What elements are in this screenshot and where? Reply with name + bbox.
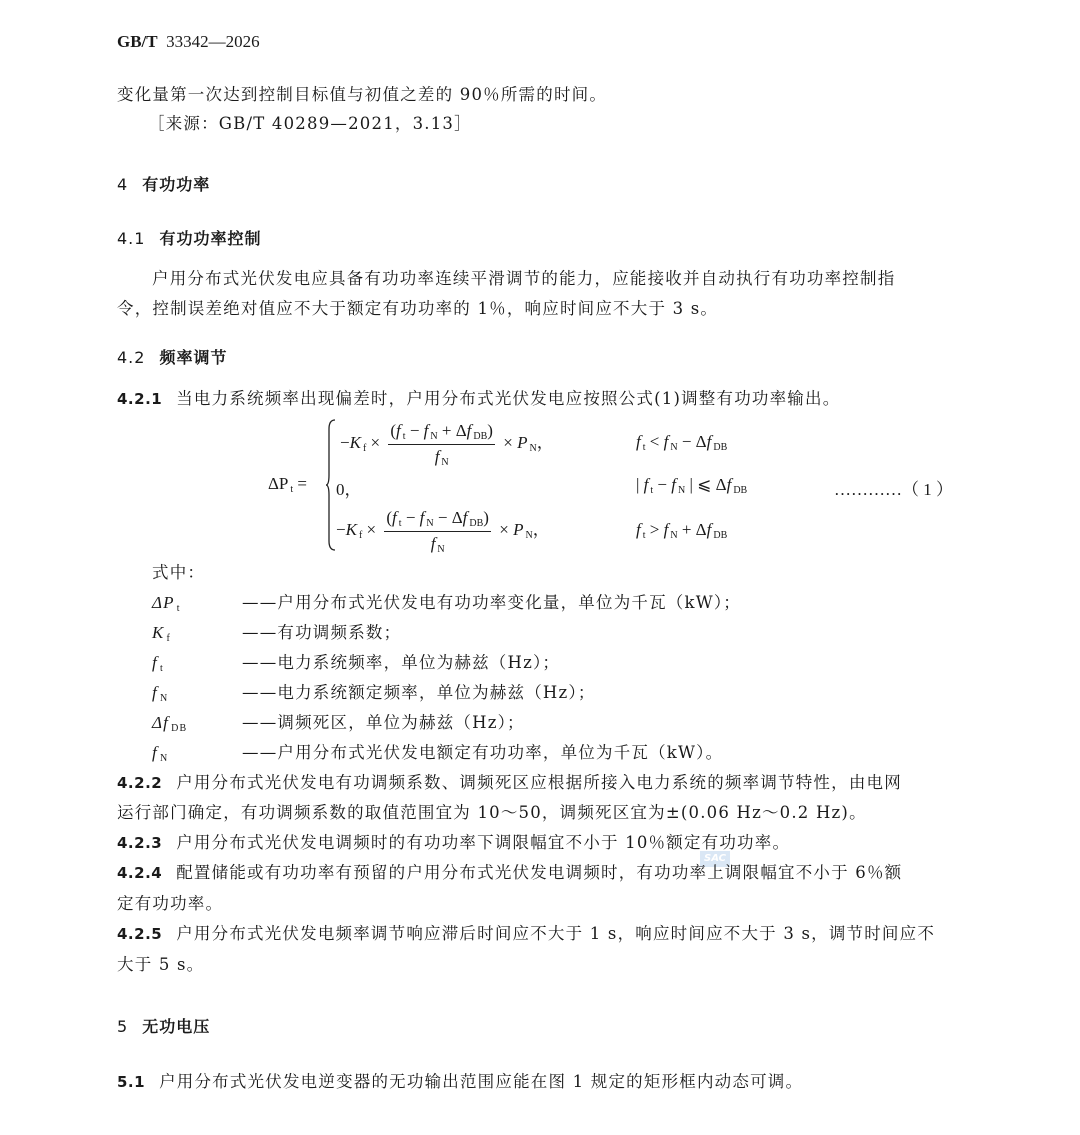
paragraph-4-1-line2: 令，控制误差绝对值应不大于额定有功功率的 1％，响应时间应不大于 3 s。 xyxy=(117,299,719,318)
section-title: 有功功率控制 xyxy=(159,229,262,248)
section-number: 5 xyxy=(117,1017,129,1036)
clause-text: 当电力系统频率出现偏差时，户用分布式光伏发电应按照公式(1)调整有功功率输出。 xyxy=(176,389,841,408)
formula-row-2: 0， xyxy=(336,480,362,499)
standard-header xyxy=(117,32,260,52)
clause-4-2-4-line1 xyxy=(117,863,902,883)
symbol: K xyxy=(152,623,165,642)
section-number: 4.1 xyxy=(117,229,146,248)
section-number: 4 xyxy=(117,175,129,194)
delta-p: ΔP xyxy=(268,474,289,493)
formula-condition-2: | f $_t$ − f $_N$ | ⩽ Δf $_{DB}$ xyxy=(636,475,748,496)
formula-condition-1: f $_t$ < f $_N$ − Δf $_{DB}$ xyxy=(636,432,728,453)
section-4-heading xyxy=(117,172,210,195)
section-title: 无功电压 xyxy=(142,1017,211,1036)
symbol: f xyxy=(152,743,158,762)
formula-lhs xyxy=(268,474,307,495)
clause-4-2-5-line2: 大于 5 s。 xyxy=(117,955,205,974)
source-reference: ［来源：GB/T 40289—2021，3.13］ xyxy=(148,114,472,133)
clause-4-2-1 xyxy=(117,389,840,409)
definition-text: ——电力系统额定频率，单位为赫兹（Hz）； xyxy=(242,683,596,702)
left-brace-icon xyxy=(326,419,336,551)
clause-5-1 xyxy=(117,1072,803,1092)
clause-4-2-4-line2: 定有功功率。 xyxy=(117,894,224,913)
section-number: 4.2 xyxy=(117,348,146,367)
subscript: N xyxy=(159,753,169,764)
formula-row-3: −K $_f$ × $\frac{(f _t - f _N - \Delta f _{DB})}{f _N}$ × P $_N$， xyxy=(336,508,550,555)
clause-number: 4.2.1 xyxy=(117,390,163,408)
section-4-1-heading xyxy=(117,226,261,249)
definition-text: ——调频死区，单位为赫兹（Hz）； xyxy=(242,713,525,732)
subscript: t xyxy=(176,603,181,614)
definition-text: ——电力系统频率，单位为赫兹（Hz）； xyxy=(242,653,561,672)
clause-4-2-5-line1 xyxy=(117,924,935,944)
clause-number: 4.2.2 xyxy=(117,774,163,792)
definition-text: ——有功调频系数； xyxy=(242,623,402,642)
formula-condition-3: f $_t$ > f $_N$ + Δf $_{DB}$ xyxy=(636,520,728,541)
clause-text: 户用分布式光伏发电调频时的有功功率下调限幅宜不小于 10％额定有功功率。 xyxy=(176,833,791,852)
clause-text: 户用分布式光伏发电有功调频系数、调频死区应根据所接入电力系统的频率调节特性，由电网 xyxy=(176,773,902,792)
definition-text: ——户用分布式光伏发电额定有功功率，单位为千瓦（kW）。 xyxy=(242,743,724,762)
clause-number: 5.1 xyxy=(117,1073,146,1091)
section-4-2-heading xyxy=(117,345,227,368)
clause-4-2-2-line2: 运行部门确定，有功调频系数的取值范围宜为 10～50，调频死区宜为±(0.06 Hz～0.2 Hz)。 xyxy=(117,803,867,822)
definition-item xyxy=(152,743,723,769)
subscript: f xyxy=(166,633,172,644)
standard-number: 33342—2026 xyxy=(166,32,260,51)
clause-4-2-3 xyxy=(117,833,790,853)
intro-line: 变化量第一次达到控制目标值与初值之差的 90％所需的时间。 xyxy=(117,85,608,104)
definition-item xyxy=(152,653,560,679)
symbol: Δf xyxy=(152,713,170,732)
standard-prefix: GB/T xyxy=(117,32,158,51)
subscript: t xyxy=(290,484,294,495)
subscript: t xyxy=(159,663,164,674)
symbol: f xyxy=(152,653,158,672)
subscript: N xyxy=(159,693,169,704)
clause-text: 户用分布式光伏发电频率调节响应滞后时间应不大于 1 s，响应时间应不大于 3 s，调节时间应不 xyxy=(176,924,936,943)
clause-number: 4.2.3 xyxy=(117,834,163,852)
definition-item xyxy=(152,713,525,739)
formula-number: …………（ 1 ） xyxy=(834,480,953,499)
sac-watermark: SAC xyxy=(700,851,730,867)
clause-number: 4.2.4 xyxy=(117,864,163,882)
clause-text: 户用分布式光伏发电逆变器的无功输出范围应能在图 1 规定的矩形框内动态可调。 xyxy=(159,1072,804,1091)
clause-number: 4.2.5 xyxy=(117,925,163,943)
subscript: DB xyxy=(171,723,188,734)
definition-item xyxy=(152,683,596,709)
definition-item xyxy=(152,623,401,649)
clause-4-2-2-line1 xyxy=(117,773,902,793)
section-5-heading xyxy=(117,1014,210,1037)
clause-text: 配置储能或有功功率有预留的户用分布式光伏发电调频时，有功功率上调限幅宜不小于 6％额 xyxy=(176,863,903,882)
paragraph-4-1-line1: 户用分布式光伏发电应具备有功功率连续平滑调节的能力，应能接收并自动执行有功功率控制指 xyxy=(152,269,896,288)
section-title: 有功功率 xyxy=(142,175,211,194)
section-title: 频率调节 xyxy=(159,348,228,367)
symbol: ΔP xyxy=(152,593,175,612)
formula-row-1: −K $_f$ × $\frac{(f _t - f _N + \Delta f _{DB})}{f _N}$ × P $_N$， xyxy=(340,421,554,468)
where-label: 式中： xyxy=(152,563,206,582)
equals-sign: = xyxy=(297,474,308,493)
definition-item xyxy=(152,593,741,619)
symbol: f xyxy=(152,683,158,702)
definition-text: ——户用分布式光伏发电有功功率变化量，单位为千瓦（kW）； xyxy=(242,593,742,612)
